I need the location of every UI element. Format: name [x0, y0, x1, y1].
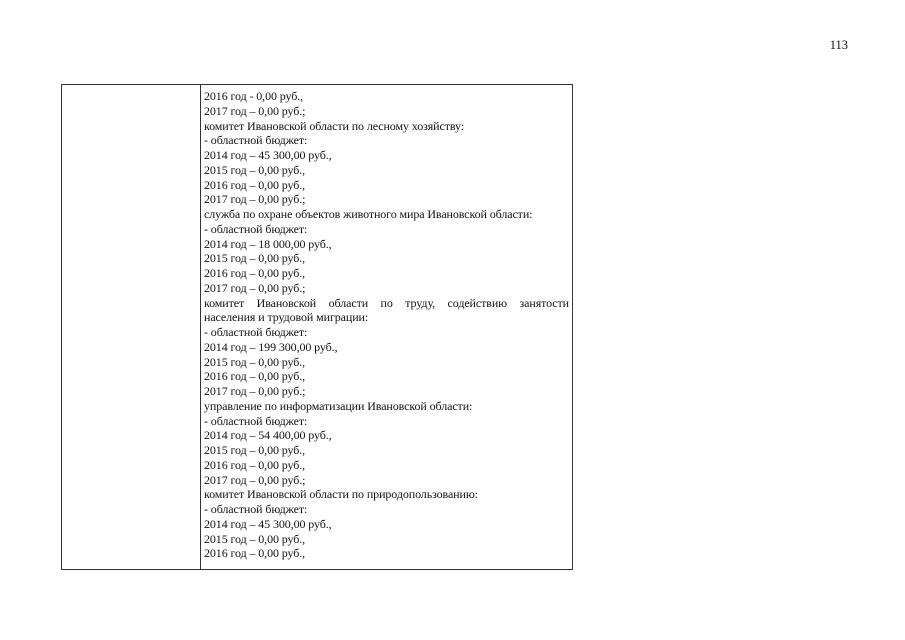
table-line: 2014 год – 45 300,00 руб., [204, 148, 332, 162]
table-line: 2014 год – 54 400,00 руб., [204, 428, 332, 443]
table-line: комитет Ивановской области по труду, содействию занятости [204, 295, 569, 310]
table-line: 2015 год – 0,00 руб., [204, 443, 306, 457]
table-line: 2014 год – 18 000,00 руб., [204, 236, 332, 251]
table-line: 2017 год – 0,00 руб.; [204, 384, 306, 398]
table-line: 2015 год – 0,00 руб., [204, 162, 306, 177]
table-line: 2015 год – 0,00 руб., [204, 531, 306, 546]
table-line: - областной бюджет: [204, 413, 308, 428]
table-line: - областной бюджет: [204, 133, 308, 148]
table-line: служба по охране объектов животного мира Ивановской области: [204, 207, 533, 221]
table-line: 2016 год – 0,00 руб., [204, 177, 306, 192]
table-left-cell [62, 85, 201, 569]
table-line: населения и трудовой миграции: [204, 310, 369, 325]
table-line: 2014 год – 45 300,00 руб., [204, 516, 332, 531]
table-line: - областной бюджет: [204, 221, 308, 236]
table-line: 2016 год – 0,00 руб., [204, 369, 306, 384]
table-line: 2016 год – 0,00 руб., [204, 546, 306, 561]
page-number: 113 [829, 38, 848, 52]
table-line: комитет Ивановской области по природопользованию: [204, 487, 478, 502]
table-line: 2017 год – 0,00 руб.; [204, 192, 306, 207]
table-line: 2015 год – 0,00 руб., [204, 251, 306, 266]
table-line: управление по информатизации Ивановской области: [204, 398, 473, 413]
table-line: 2017 год – 0,00 руб.; [204, 103, 306, 118]
funding-table [61, 84, 573, 570]
table-line: - областной бюджет: [204, 502, 308, 516]
table-line: 2015 год – 0,00 руб., [204, 354, 306, 369]
table-right-cell [201, 85, 572, 569]
table-line: 2016 год - 0,00 руб., [204, 89, 304, 103]
table-line: 2016 год – 0,00 руб., [204, 457, 306, 472]
table-line: - областной бюджет: [204, 325, 308, 339]
table-line: 2017 год – 0,00 руб.; [204, 472, 306, 487]
table-line: комитет Ивановской области по лесному хозяйству: [204, 118, 464, 133]
table-line: 2016 год – 0,00 руб., [204, 266, 306, 280]
table-line: 2017 год – 0,00 руб.; [204, 280, 306, 295]
table-line: 2014 год – 199 300,00 руб., [204, 339, 338, 354]
